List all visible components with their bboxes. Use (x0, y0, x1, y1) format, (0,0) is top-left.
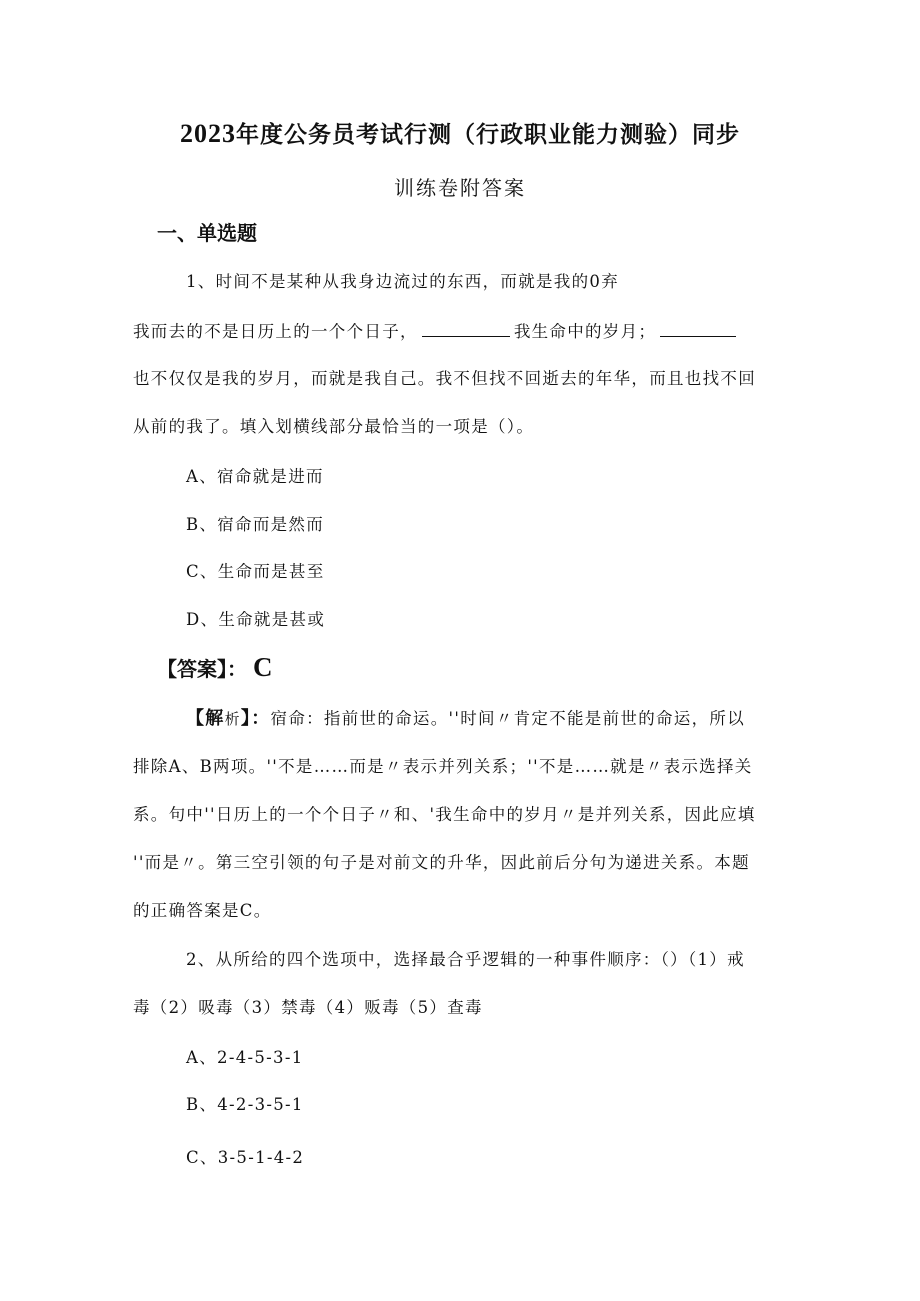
answer-letter: C (253, 652, 273, 682)
q1-line-3: 也不仅仅是我的岁月，而就是我自己。我不但找不回逝去的年华，而且也找不回 (133, 369, 756, 388)
q1-line-2-b: 我生命中的岁月； (513, 322, 657, 341)
q1-analysis-line-4: ''而是〃。第三空引领的句子是对前文的升华，因此前后分句为递进关系。本题 (133, 853, 750, 872)
q1-option-a: A、宿命就是进而 (186, 467, 324, 486)
analysis-label (186, 708, 271, 729)
analysis-text-1: 宿命：指前世的命运。''时间〃肯定不能是前世的命运，所以 (270, 709, 746, 728)
q1-answer (157, 652, 273, 683)
blank-1 (422, 320, 510, 337)
q1-line-1: 1、时间不是某种从我身边流过的东西，而就是我的0弃 (186, 272, 619, 291)
title-year: 2023 (180, 119, 236, 148)
q2-line-2: 毒（2）吸毒（3）禁毒（4）贩毒（5）查毒 (133, 998, 483, 1017)
title-text: 年度公务员考试行测（行政职业能力测验）同步 (236, 122, 740, 148)
q1-line-2 (133, 318, 740, 342)
blank-2 (660, 320, 736, 337)
q1-analysis-line-5: 的正确答案是C。 (133, 901, 272, 920)
q1-line-2-a: 我而去的不是日历上的一个个日子， (133, 322, 418, 341)
q2-option-c: C、3-5-1-4-2 (186, 1148, 305, 1167)
section-heading: 一、单选题 (157, 221, 257, 245)
q2-option-b: B、4-2-3-5-1 (186, 1095, 304, 1114)
q1-analysis-line-3: 系。句中''日历上的一个个日子〃和、'我生命中的岁月〃是并列关系，因此应填 (133, 805, 756, 824)
document-subtitle: 训练卷附答案 (394, 176, 526, 200)
analysis-label-c: 】： (240, 708, 271, 729)
q1-option-d: D、生命就是甚或 (186, 610, 326, 629)
q1-analysis-line-1 (186, 704, 745, 730)
q1-analysis-line-2: 排除A、B两项。''不是……而是〃表示并列关系；''不是……就是〃表示选择关 (133, 757, 753, 776)
q2-option-a: A、2-4-5-3-1 (186, 1048, 304, 1067)
q1-option-c: C、生命而是甚至 (186, 562, 325, 581)
q2-line-1: 2、从所给的四个选项中，选择最合乎逻辑的一种事件顺序：（）（1）戒 (186, 950, 745, 969)
analysis-label-a: 【解 (186, 708, 225, 729)
answer-label: 【答案】： (157, 657, 247, 681)
document-title (0, 116, 920, 149)
analysis-label-b: 析 (224, 710, 241, 728)
q1-line-4: 从前的我了。填入划横线部分最恰当的一项是（）。 (133, 417, 535, 436)
q1-option-b: B、宿命而是然而 (186, 515, 325, 534)
